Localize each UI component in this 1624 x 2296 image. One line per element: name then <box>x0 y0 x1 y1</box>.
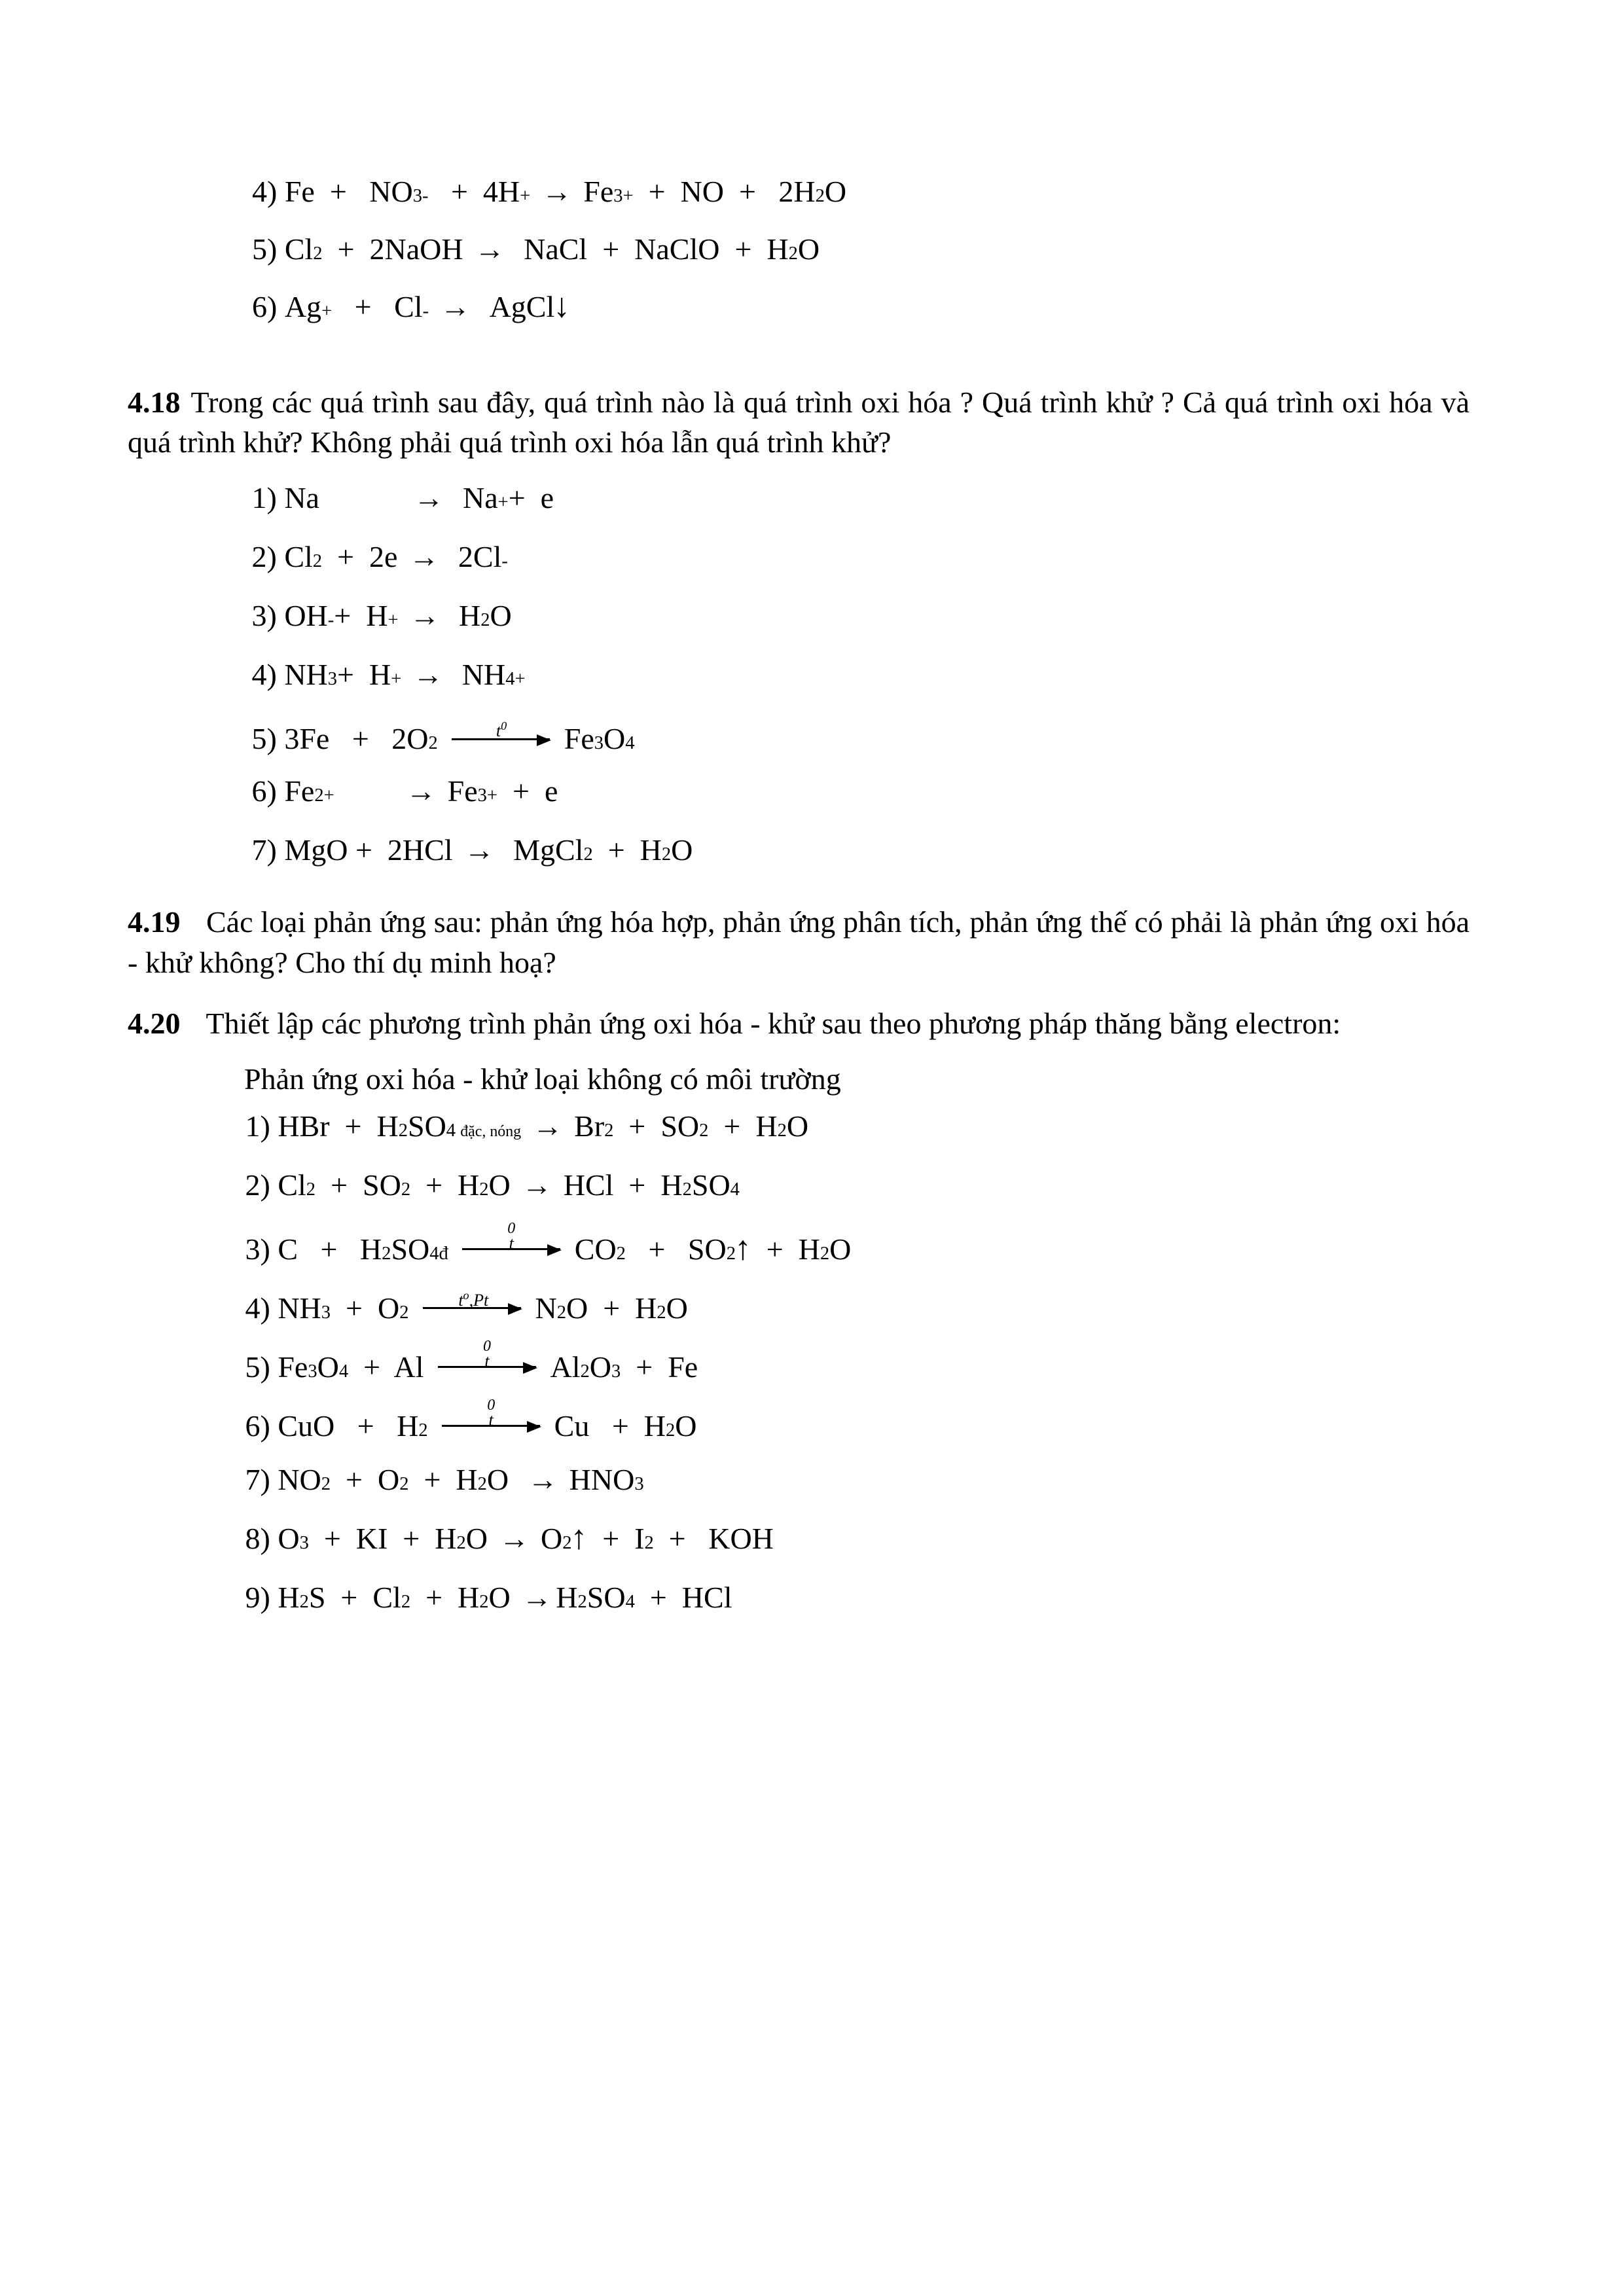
arrow-condition-label: $t^o,Pt$ <box>458 1288 489 1310</box>
page-content <box>128 177 1470 1613</box>
equation-body: NO 2 + O 2 + H 2 O → HNO 3 <box>270 1462 644 1496</box>
item-label: 7) <box>244 833 277 867</box>
item-label: 4) <box>238 1291 270 1325</box>
arrow-head <box>527 1421 541 1433</box>
reaction-arrow-icon: → <box>528 1462 558 1496</box>
equation-body: Cl 2 + 2NaOH → NaCl + NaClO + H 2 O <box>277 232 820 266</box>
arrow-shaft <box>438 1366 536 1368</box>
equation-body: Na → Na + + e <box>276 481 554 515</box>
equation-row <box>252 177 1470 207</box>
reaction-arrow-with-condition <box>423 1288 521 1318</box>
arrow-head <box>523 1362 537 1374</box>
equation-body: NH 3 + H + → NH 4 + <box>276 658 526 692</box>
carryover-equation-list <box>128 175 1470 325</box>
reaction-arrow-icon: → <box>413 481 444 515</box>
exercise-418-paragraph <box>128 382 1470 462</box>
exercise-420-number: 4.20 <box>128 1006 181 1040</box>
exercise-419-number: 4.19 <box>128 905 181 939</box>
list-item <box>238 1518 1470 1556</box>
list-item <box>238 1111 1470 1141</box>
equation-body: Fe 3 O 4 + Al 0 t Al 2 O 3 + Fe <box>270 1337 698 1384</box>
exercise-420-paragraph <box>128 1003 1470 1043</box>
reaction-arrow-with-condition <box>442 1396 540 1436</box>
equation-body: H 2 S + Cl 2 + H 2 O → H 2 SO 4 + HCl <box>270 1580 732 1614</box>
arrow-condition-label: 0 t <box>487 1396 496 1430</box>
equation-row <box>252 234 1470 264</box>
equation-body: OH - + H + → H 2 O <box>276 599 512 633</box>
list-item <box>244 835 1470 865</box>
list-item <box>238 1170 1470 1200</box>
arrow-shaft <box>423 1307 521 1309</box>
equation-body: HBr + H 2 SO 4 đặc, nóng → Br 2 + SO 2 + H 2 O <box>270 1109 809 1143</box>
equation-body: Cl 2 + 2e → 2Cl - <box>276 540 508 574</box>
equation-body: 3Fe + 2O 2 $t^0$ Fe 3 O 4 <box>276 719 635 756</box>
exercise-420-subheading: Phản ứng oxi hóa - khử loại không có môi trường <box>244 1062 841 1096</box>
reaction-arrow-with-condition <box>452 719 550 749</box>
reaction-arrow-icon: → <box>541 175 572 208</box>
reaction-arrow-icon: → <box>412 658 443 692</box>
exercise-418-text: Trong các quá trình sau đây, quá trình nào là quá trình oxi hóa ? Quá trình khử ? Cả quá trình oxi hóa và quá trình khử? Không phải quá trình oxi hóa lẫn quá trình khử? <box>128 386 1470 459</box>
reaction-arrow-icon: → <box>408 540 439 574</box>
equation-body: O 3 + KI + H 2 O → O 2 ↑ + I 2 + KOH <box>270 1518 774 1556</box>
item-label: 7) <box>238 1462 270 1496</box>
list-item <box>244 719 1470 754</box>
gap <box>128 986 1470 1003</box>
arrow-shaft <box>452 738 550 740</box>
exercise-418-item-list <box>128 483 1470 865</box>
gap <box>128 1094 1470 1111</box>
arrow-shaft <box>462 1248 560 1250</box>
item-label: 5) <box>238 1350 270 1384</box>
exercise-419-text: Các loại phản ứng sau: phản ứng hóa hợp, phản ứng phân tích, phản ứng thế có phải là phản ứng oxi hóa - khử không? Cho thí dụ minh hoạ? <box>128 905 1470 979</box>
equation-body: Fe 2+ → Fe 3+ + e <box>276 774 558 808</box>
equation-label: 5) <box>252 232 278 266</box>
equation-body: Fe + NO 3 - + 4H + → Fe 3+ + NO + 2H 2 O <box>277 175 847 208</box>
item-label: 3) <box>244 599 277 633</box>
item-label: 1) <box>238 1109 270 1143</box>
item-label: 8) <box>238 1521 270 1555</box>
item-label: 1) <box>244 481 277 515</box>
reaction-arrow-icon: → <box>499 1521 530 1555</box>
reaction-arrow-icon: → <box>522 1580 552 1614</box>
equation-body: C + H 2 SO 4đ 0 t CO 2 + SO 2 ↑ + H 2 O <box>270 1219 852 1267</box>
list-item <box>238 1337 1470 1384</box>
reaction-arrow-with-condition <box>438 1337 536 1377</box>
list-item <box>244 483 1470 513</box>
exercise-420-item-list <box>128 1111 1470 1613</box>
item-label: 2) <box>244 540 277 574</box>
reaction-arrow-icon: → <box>532 1109 563 1143</box>
reaction-arrow-with-condition <box>462 1219 560 1259</box>
item-label: 4) <box>244 658 277 692</box>
item-label: 6) <box>244 774 277 808</box>
reaction-arrow-icon: → <box>440 290 471 323</box>
exercise-420-text: Thiết lập các phương trình phản ứng oxi hóa - khử sau theo phương pháp thăng bằng electron: <box>206 1006 1341 1040</box>
item-label: 9) <box>238 1580 270 1614</box>
list-item <box>244 601 1470 631</box>
arrow-condition-label: 0 t <box>507 1219 516 1253</box>
list-item <box>238 1580 1470 1614</box>
list-item <box>244 660 1470 690</box>
arrow-condition-label: $t^0$ <box>496 719 507 741</box>
equation-body: Cl 2 + SO 2 + H 2 O → HCl + H 2 SO 4 <box>270 1168 740 1202</box>
equation-label: 4) <box>252 175 278 208</box>
item-label: 2) <box>238 1168 270 1202</box>
section-gap <box>128 322 1470 382</box>
gap <box>128 1047 1470 1064</box>
list-item <box>244 776 1470 806</box>
item-label: 5) <box>244 722 277 756</box>
reaction-arrow-icon: → <box>406 774 437 808</box>
arrow-shaft <box>442 1425 540 1427</box>
equation-row <box>252 287 1470 325</box>
item-label: 3) <box>238 1232 270 1266</box>
arrow-head <box>547 1244 562 1256</box>
list-item <box>238 1219 1470 1267</box>
arrow-head <box>508 1303 522 1315</box>
equation-label: 6) <box>252 290 278 323</box>
reaction-arrow-icon: → <box>410 599 441 633</box>
list-item <box>244 542 1470 572</box>
equation-body: MgO + 2HCl → MgCl 2 + H 2 O <box>276 833 693 867</box>
list-item <box>238 1396 1470 1443</box>
reaction-arrow-icon: → <box>475 232 505 266</box>
equation-body: CuO + H 2 0 t Cu + H 2 O <box>270 1396 697 1443</box>
equation-body: NH 3 + O 2 $t^o,Pt$ N 2 O + H 2 O <box>270 1288 688 1325</box>
exercise-419-paragraph <box>128 902 1470 982</box>
arrow-head <box>537 734 551 746</box>
section-gap <box>128 865 1470 902</box>
reaction-arrow-icon: → <box>522 1168 552 1202</box>
reaction-arrow-icon: → <box>464 833 495 867</box>
exercise-418-number: 4.18 <box>128 386 181 419</box>
list-item <box>238 1462 1470 1496</box>
equation-body: Ag + + Cl - → AgCl ↓ <box>277 287 571 325</box>
item-label: 6) <box>238 1408 270 1443</box>
list-item <box>238 1288 1470 1323</box>
arrow-condition-label: 0 t <box>483 1337 491 1371</box>
